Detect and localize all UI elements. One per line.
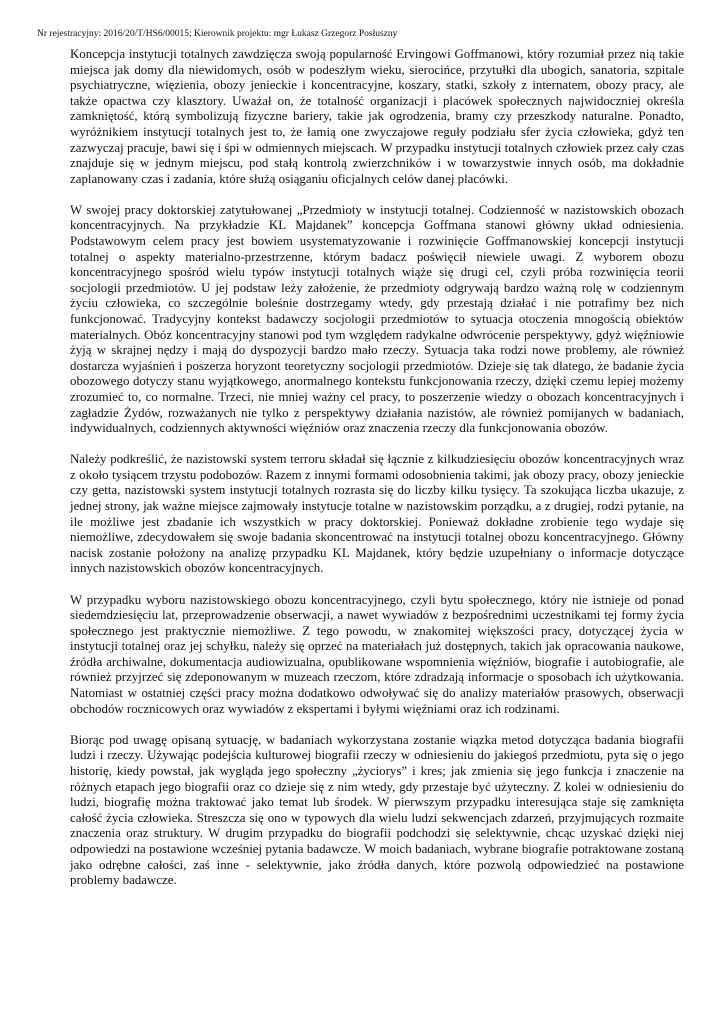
body-text: [70, 47, 684, 904]
page-header: Nr rejestracyjny: 2016/20/T/HS6/00015; Kierownik projektu: mgr Łukasz Grzegorz Posłuszny: [37, 29, 398, 39]
paragraph-1: Koncepcja instytucji totalnych zawdzięcza swoją popularność Ervingowi Goffmanowi, który rozumiał przez nią takie miejsca jak domy dla niewidomych, osób w podeszłym wieku, sierocińce, przytułki dla ubogich, sanatoria, szpitale psychiatryczne, więzienia, obozy jenieckie i koncentracyjne, koszary, statki, szkoły z internatem, obozy pracy, ale także opactwa czy klasztory. Uważał on, że totalność organizacji i placówek społecznych najwidoczniej określa zamkniętość, którą symbolizują fizyczne bariery, takie jak ogrodzenia, bramy czy przeszkody naturalne. Ponadto, wyróżnikiem instytucji totalnych jest to, że łamią one zwyczajowe reguły podziału sfer życia człowieka, gdyż ten zazwyczaj pracuje, bawi się i śpi w odmiennych miejscach. W przypadku instytucji totalnych człowiek przez cały czas znajduje się w jednym miejscu, pod stałą kontrolą zwierzchników i w towarzystwie innych osób, ma dokładnie zaplanowany czas i zadania, które służą osiąganiu oficjalnych celów danej placówki.: [70, 47, 684, 186]
paragraph-2: W swojej pracy doktorskiej zatytułowanej „Przedmioty w instytucji totalnej. Codzienność w nazistowskich obozach koncentracyjnych. Na przykładzie KL Majdanek” koncepcja Goffmana stanowi główny układ odniesienia. Podstawowym celem pracy jest bowiem usystematyzowanie i rozwinięcie Goffmanowskiej koncepcji instytucji totalnej o aspekty materialno-przestrzenne, którym badacz poświęcił niewiele uwagi. Z wyborem obozu koncentracyjnego spośród wielu typów instytucji totalnych wiąże się drugi cel, czyli próba rozwinięcia teorii socjologii przedmiotów. U jej podstaw leży założenie, że przedmioty odgrywają bardzo ważną rolę w codziennym życiu człowieka, co szczególnie boleśnie dostrzegamy wtedy, gdy przestają działać i nie potrafimy bez nich funkcjonować. Tradycyjny kontekst badawczy socjologii przedmiotów to sytuacja otoczenia mnogością obiektów materialnych. Obóz koncentracyjny stanowi pod tym względem radykalne odwrócenie perspektywy, gdyż więźniowie żyją w skrajnej nędzy i mają do dyspozycji bardzo mało rzeczy. Sytuacja taka rodzi nowe problemy, ale również dostarcza wyjaśnień i poszerza horyzont teoretyczny socjologii przedmiotów. Dzieje się tak dlatego, że badanie życia obozowego dotyczy stanu wyjątkowego, anormalnego kontekstu funkcjonowania rzeczy, dzięki czemu lepiej możemy zrozumieć to, co normalne. Trzeci, nie mniej ważny cel pracy, to poszerzenie wiedzy o obozach koncentracyjnych i zagładzie Żydów, rozważanych nie tylko z perspektywy działania nazistów, ale również pomijanych w badaniach, indywidualnych, codziennych aktywności więźniów oraz znaczenia rzeczy dla funkcjonowania obozów.: [70, 202, 684, 436]
paragraph-3: Należy podkreślić, że nazistowski system terroru składał się łącznie z kilkudziesięciu obozów koncentracyjnych wraz z około tysiącem trzystu podobozów. Razem z innymi formami odosobnienia takimi, jak obozy pracy, obozy jenieckie czy getta, nazistowski system instytucji totalnych rozrasta się do liczby kilku tysięcy. Ta szokująca liczba ukazuje, z jednej strony, jak ważne miejsce zajmowały instytucje totalne w nazistowskim porządku, a z drugiej, rodzi pytanie, na ile możliwe jest zbadanie ich wszystkich w pracy doktorskiej. Ponieważ dokładne zrobienie tego wydaje się niemożliwe, zdecydowałem się swoje badania skoncentrować na instytucji totalnej obozu koncentracyjnego. Główny nacisk zostanie położony na analizę przypadku KL Majdanek, który będzie uzupełniany o informacje dotyczące innych nazistowskich obozów koncentracyjnych.: [70, 452, 684, 576]
paragraph-4: W przypadku wyboru nazistowskiego obozu koncentracyjnego, czyli bytu społecznego, który nie istnieje od ponad siedemdziesięciu lat, przeprowadzenie obserwacji, a nawet wywiadów z bezpośrednimi uczestnikami tej formy życia społecznego jest praktycznie niemożliwe. Z tego powodu, w znakomitej większości pracy, dotyczącej życia w instytucji totalnej oraz jej schyłku, należy się oprzeć na materiałach już dostępnych, takich jak opracowania naukowe, źródła archiwalne, dokumentacja audiowizualna, opublikowane wspomnienia więźniów, biografie i autobiografie, ale również przyjrzeć się zdeponowanym w muzeach rzeczom, które zdradzają informacje o sposobach ich użytkowania. Natomiast w ostatniej części pracy można dodatkowo odwoływać się do analizy materiałów prasowych, obserwacji obchodów rocznicowych oraz wywiadów z ekspertami i byłymi więźniami oraz ich rodzinami.: [70, 592, 684, 716]
paragraph-5: Biorąc pod uwagę opisaną sytuację, w badaniach wykorzystana zostanie wiązka metod dotycząca badania biografii ludzi i rzeczy. Używając podejścia kulturowej biografii rzeczy w odniesieniu do jakiegoś przedmiotu, pyta się o jego historię, kiedy powstał, jak wygląda jego społeczny „życiorys” i kres; jak zmienia się jego funkcja i znaczenie na różnych etapach jego biografii oraz co dzieje się z nim wtedy, gdy przestaje być użyteczny. Z kolei w odniesieniu do ludzi, biografię można traktować jako temat lub środek. W pierwszym przypadku interesująca staje się zamknięta całość życia człowieka. Streszcza się ono w typowych dla wielu ludzi sekwencjach zdarzeń, przyjmujących rozmaite znaczenia oraz struktury. W drugim przypadku do biografii podchodzi się selektywnie, chcąc uzyskać dzięki niej odpowiedzi na postawione wcześniej pytania badawcze. W moich badaniach, wybrane biografie potraktowane zostaną jako odrębne całości, zaś inne - selektywnie, jako źródła danych, które pozwolą odpowiedzieć na postawione problemy badawcze.: [70, 732, 684, 888]
